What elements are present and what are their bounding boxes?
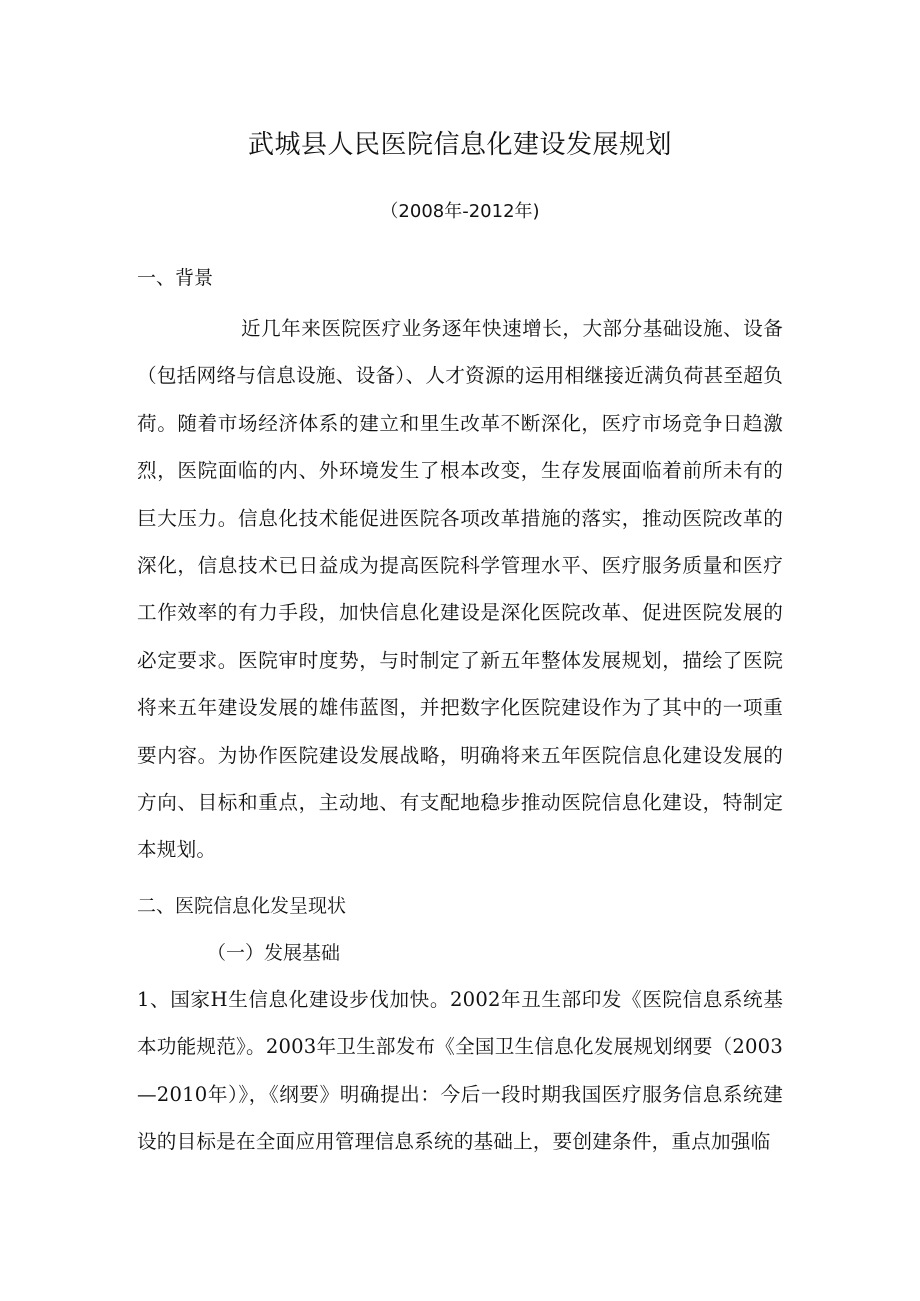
subsection-heading-foundation: （一）发展基础: [207, 942, 341, 964]
document-title: 武城县人民医院信息化建设发展规划: [247, 130, 672, 160]
section-heading-status: 二、医院信息化发呈现状: [137, 895, 347, 917]
paragraph-background: 近几年来医院医疗业务逐年快速增长，大部分基础设施、设备（包括网络与信息设施、设备）、人才资源的运用相继接近满负荷甚至超负荷。随着市场经济体系的建立和里生改革不断深化，医疗市场竞争日趋激烈，医院面临的内、外环境发生了根本改变，生存发展面临着前所未有的巨大压力。信息化技术能促进医院各项改革措施的落实，推动医院改革的深化，信息技术已日益成为提高医院科学管理水平、医疗服务质量和医疗工作效率的有力手段，加快信息化建设是深化医院改革、促进医院发展的必定要求。医院审时度势，与时制定了新五年整体发展规划，描绘了医院将来五年建设发展的雄伟蓝图，并把数字化医院建设作为了其中的一项重要内容。为协作医院建设发展战略，明确将来五年医院信息化建设发展的方向、目标和重点，主动地、有支配地稳步推动医院信息化建设，特制定本规划。: [137, 317, 783, 862]
section-heading-background: 一、背景: [137, 267, 214, 289]
document-subtitle: （2008年-2012年): [380, 201, 540, 222]
paragraph-item-1: 1、国家H生信息化建设步伐加快。2002年丑生部印发《医院信息系统基本功能规范》。2003年卫生部发布《全国卫生信息化发展规划纲要（2003—2010年）》，《纲要》明确提出：今后一段时期我国医疗服务信息系统建设的目标是在全面应用管理信息系统的基础上，要创建条件，重点加强临: [137, 988, 783, 1154]
